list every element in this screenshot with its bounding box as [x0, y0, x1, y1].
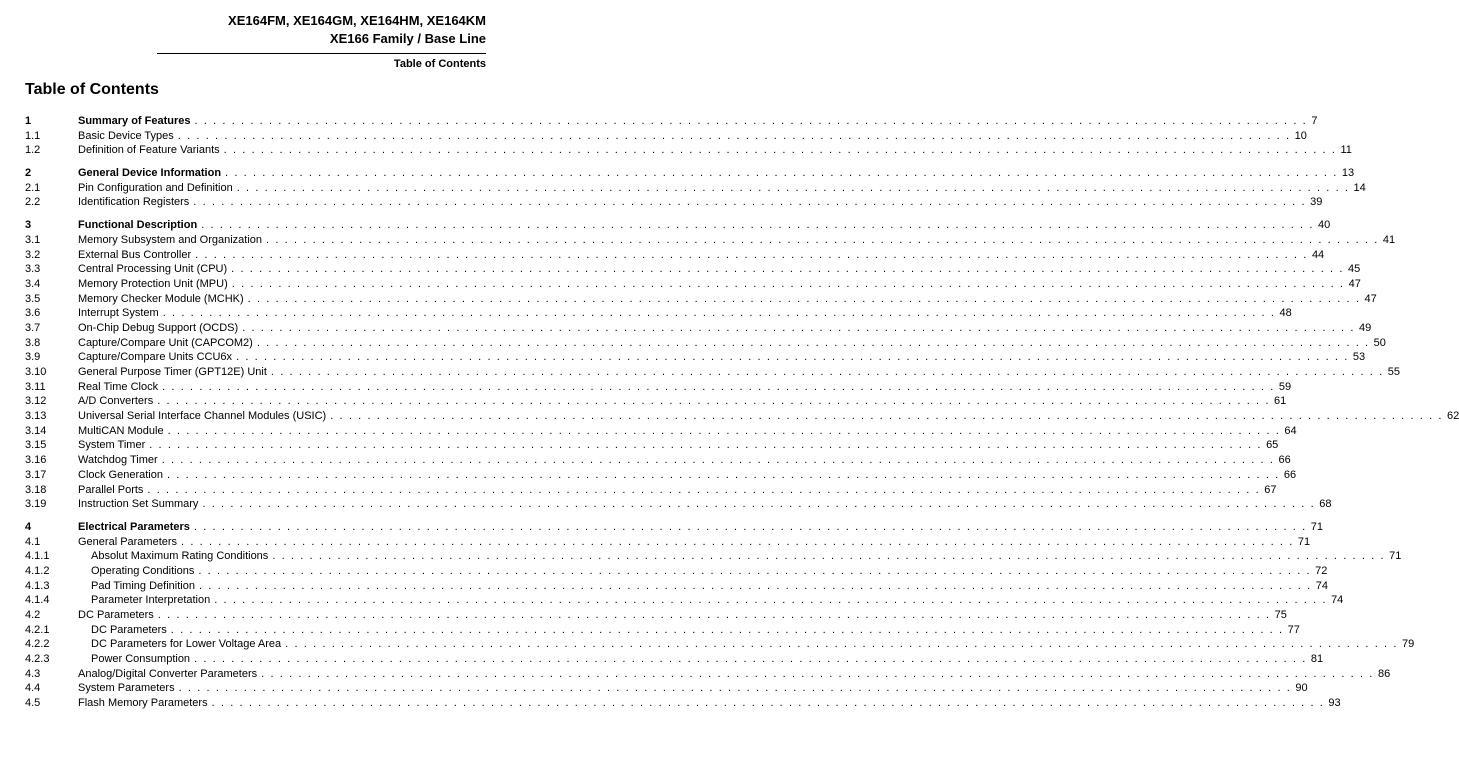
toc-dot-leader: . . . . . . . . . . . . . . . . . . . . . . . . . . . . . . . . . . . . . . . . . . . . . . . . . . . . . . . . . . . . . . . . . . . . . . . . . . . . . . . . . . . . . . . . . . . . . . . . . . . . . . . . . . . . . . . . . . . . . . . .: [167, 424, 1281, 437]
toc-entry-number: 3.6: [25, 307, 41, 320]
toc-entry-number: 4.3: [25, 667, 41, 680]
toc-entry-page: 61: [1274, 395, 1287, 408]
toc-dot-leader: . . . . . . . . . . . . . . . . . . . . . . . . . . . . . . . . . . . . . . . . . . . . . . . . . . . . . . . . . . . . . . . . . . . . . . . . . . . . . . . . . . . . . . . . . . . . . . . . . . . . . . . . . . . . . . . . . . . . . . . .: [178, 682, 1292, 695]
toc-dot-leader: . . . . . . . . . . . . . . . . . . . . . . . . . . . . . . . . . . . . . . . . . . . . . . . . . . . . . . . . . . . . . . . . . . . . . . . . . . . . . . . . . . . . . . . . . . . . . . . . . . . . . . . . . . . . . . . . . . . . . . . .: [149, 439, 1263, 452]
toc-entry-label: Memory Protection Unit (MPU): [78, 277, 228, 290]
toc-dot-leader: . . . . . . . . . . . . . . . . . . . . . . . . . . . . . . . . . . . . . . . . . . . . . . . . . . . . . . . . . . . . . . . . . . . . . . . . . . . . . . . . . . . . . . . . . . . . . . . . . . . . . . . . . . . . . . . . . . . . . . . .: [162, 380, 1275, 393]
toc-entry-number: 3.19: [25, 498, 47, 511]
toc-dot-leader: . . . . . . . . . . . . . . . . . . . . . . . . . . . . . . . . . . . . . . . . . . . . . . . . . . . . . . . . . . . . . . . . . . . . . . . . . . . . . . . . . . . . . . . . . . . . . . . . . . . . . . . . . . . . . . . . . . . . . . . .: [195, 248, 1308, 261]
toc-entry[interactable]: [25, 380, 1292, 395]
toc-entry-number: 2.2: [25, 196, 41, 209]
toc-entry-label: System Parameters: [78, 682, 175, 695]
toc-dot-leader: . . . . . . . . . . . . . . . . . . . . . . . . . . . . . . . . . . . . . . . . . . . . . . . . . . . . . . . . . . . . . . . . . . . . . . . . . . . . . . . . . . . . . . . . . . . . . . . . . . . . . . . . . . . . . . . . . . . . . . . .: [261, 667, 1374, 680]
toc-dot-leader: . . . . . . . . . . . . . . . . . . . . . . . . . . . . . . . . . . . . . . . . . . . . . . . . . . . . . . . . . . . . . . . . . . . . . . . . . . . . . . . . . . . . . . . . . . . . . . . . . . . . . . . . . . . . . . . . . . . . . . . .: [157, 609, 1271, 621]
toc-entry-label: Operating Conditions: [91, 564, 195, 577]
toc-entry-page: 86: [1377, 667, 1391, 680]
toc-dot-leader: . . . . . . . . . . . . . . . . . . . . . . . . . . . . . . . . . . . . . . . . . . . . . . . . . . . . . . . . . . . . . . . . . . . . . . . . . . . . . . . . . . . . . . . . . . . . . . . . . . . . . . . . . . . . . . . . . . . . . . . .: [247, 292, 1361, 305]
toc-entry-page: 66: [1283, 468, 1297, 481]
toc-entry-label: Memory Subsystem and Organization: [78, 233, 263, 246]
toc-entry-page: 48: [1279, 307, 1292, 320]
toc-entry[interactable]: [25, 424, 1297, 439]
toc-entry[interactable]: [25, 409, 1459, 424]
table-of-contents: [25, 114, 1459, 711]
toc-entry-label: A/D Converters: [78, 395, 154, 408]
toc-entry-page: 39: [1310, 196, 1323, 209]
toc-entry[interactable]: [25, 637, 1415, 652]
toc-entry-number: 3.1: [25, 233, 41, 246]
toc-entry-label: Flash Memory Parameters: [78, 697, 208, 710]
toc-entry[interactable]: [25, 233, 1396, 248]
toc-entry-number: 3.11: [25, 380, 46, 393]
toc-entry-number: 4.2.3: [25, 653, 50, 666]
toc-entry[interactable]: [25, 549, 1402, 564]
toc-entry-label: Parameter Interpretation: [91, 594, 211, 607]
toc-entry[interactable]: [25, 166, 1355, 181]
toc-dot-leader: . . . . . . . . . . . . . . . . . . . . . . . . . . . . . . . . . . . . . . . . . . . . . . . . . . . . . . . . . . . . . . . . . . . . . . . . . . . . . . . . . . . . . . . . . . . . . . . . . . . . . . . . . . . . . . . . . . . . . . . .: [167, 468, 1280, 481]
toc-entry[interactable]: [25, 623, 1300, 638]
product-names: XE164FM, XE164GM, XE164HM, XE164KM: [228, 13, 486, 28]
toc-entry[interactable]: [25, 143, 1352, 158]
toc-entry-label: Power Consumption: [91, 653, 191, 666]
toc-entry-label: General Purpose Timer (GPT12E) Unit: [78, 366, 267, 378]
toc-dot-leader: . . . . . . . . . . . . . . . . . . . . . . . . . . . . . . . . . . . . . . . . . . . . . . . . . . . . . . . . . . . . . . . . . . . . . . . . . . . . . . . . . . . . . . . . . . . . . . . . . . . . . . . . . . . . . . . . . . . . . . . .: [223, 144, 1337, 157]
toc-entry-number: 4.1.2: [25, 564, 50, 577]
toc-entry[interactable]: [25, 520, 1323, 535]
toc-entry-page: 10: [1294, 129, 1307, 142]
toc-entry-number: 3: [25, 219, 32, 232]
group-spacer: [25, 158, 486, 166]
toc-entry-label: General Parameters: [78, 535, 178, 548]
toc-entry[interactable]: [25, 292, 1377, 307]
toc-dot-leader: . . . . . . . . . . . . . . . . . . . . . . . . . . . . . . . . . . . . . . . . . . . . . . . . . . . . . . . . . . . . . . . . . . . . . . . . . . . . . . . . . . . . . . . . . . . . . . . . . . . . . . . . . . . . . . . . . . . . . . . .: [266, 233, 1379, 246]
toc-entry-page: 71: [1389, 550, 1402, 563]
header-divider: [157, 53, 486, 54]
section-label: Table of Contents: [393, 58, 486, 70]
toc-entry-page: 71: [1297, 535, 1311, 548]
toc-entry-label: Capture/Compare Unit (CAPCOM2): [78, 336, 253, 349]
toc-entry[interactable]: [25, 248, 1325, 263]
toc-dot-leader: . . . . . . . . . . . . . . . . . . . . . . . . . . . . . . . . . . . . . . . . . . . . . . . . . . . . . . . . . . . . . . . . . . . . . . . . . . . . . . . . . . . . . . . . . . . . . . . . . . . . . . . . . . . . . . . . . . . . . . . .: [236, 181, 1350, 194]
toc-entry-page: 64: [1284, 424, 1297, 437]
toc-entry-page: 90: [1295, 682, 1308, 695]
toc-entry-number: 3.17: [25, 468, 47, 481]
toc-entry-number: 3.10: [25, 366, 47, 378]
toc-entry-label: DC Parameters for Lower Voltage Area: [91, 638, 282, 651]
toc-entry-label: Instruction Set Summary: [78, 498, 199, 511]
toc-entry-page: 55: [1387, 366, 1400, 378]
toc-entry-number: 4.1.3: [25, 579, 50, 592]
toc-entry-page: 40: [1318, 219, 1331, 232]
toc-entry-page: 47: [1364, 292, 1377, 305]
toc-entry-label: Identification Registers: [78, 196, 190, 209]
toc-entry-number: 1.2: [25, 144, 41, 157]
toc-entry-label: DC Parameters: [78, 609, 154, 621]
toc-entry[interactable]: [25, 218, 1331, 233]
toc-entry-number: 3.12: [25, 395, 47, 408]
toc-dot-leader: . . . . . . . . . . . . . . . . . . . . . . . . . . . . . . . . . . . . . . . . . . . . . . . . . . . . . . . . . . . . . . . . . . . . . . . . . . . . . . . . . . . . . . . . . . . . . . . . . . . . . . . . . . . . . . . . . . . . . . . .: [162, 307, 1276, 320]
toc-entry-label: General Device Information: [78, 167, 222, 180]
toc-entry[interactable]: [25, 394, 1287, 409]
toc-dot-leader: . . . . . . . . . . . . . . . . . . . . . . . . . . . . . . . . . . . . . . . . . . . . . . . . . . . . . . . . . . . . . . . . . . . . . . . . . . . . . . . . . . . . . . . . . . . . . . . . . . . . . . . . . . . . . . . . . . . . . . . .: [231, 263, 1344, 276]
toc-entry[interactable]: [25, 497, 1332, 512]
toc-entry[interactable]: [25, 365, 1400, 380]
toc-entry-number: 2: [25, 167, 32, 180]
toc-entry-number: 4.5: [25, 697, 41, 710]
toc-entry-label: Functional Description: [78, 219, 198, 232]
toc-entry[interactable]: [25, 350, 1366, 365]
toc-entry-number: 3.13: [25, 410, 47, 423]
toc-entry-page: 45: [1347, 263, 1361, 276]
toc-entry-label: Interrupt System: [78, 307, 159, 320]
toc-entry-page: 11: [1340, 144, 1352, 157]
toc-entry-number: 3.15: [25, 439, 47, 452]
toc-entry[interactable]: [25, 438, 1279, 453]
toc-entry-page: 49: [1359, 321, 1372, 334]
toc-entry[interactable]: [25, 652, 1324, 667]
toc-dot-leader: . . . . . . . . . . . . . . . . . . . . . . . . . . . . . . . . . . . . . . . . . . . . . . . . . . . . . . . . . . . . . . . . . . . . . . . . . . . . . . . . . . . . . . . . . . . . . . . . . . . . . . . . . . . . . . . . . . . . . . . .: [225, 167, 1338, 180]
toc-entry-number: 3.14: [25, 424, 47, 437]
toc-entry[interactable]: [25, 579, 1329, 594]
toc-entry-label: Capture/Compare Units CCU6x: [78, 351, 233, 364]
toc-entry-page: 93: [1328, 697, 1341, 710]
toc-dot-leader: . . . . . . . . . . . . . . . . . . . . . . . . . . . . . . . . . . . . . . . . . . . . . . . . . . . . . . . . . . . . . . . . . . . . . . . . . . . . . . . . . . . . . . . . . . . . . . . . . . . . . . . . . . . . . . . . . . . . . . . .: [194, 115, 1308, 127]
toc-entry-number: 4.2.2: [25, 638, 50, 651]
toc-dot-leader: . . . . . . . . . . . . . . . . . . . . . . . . . . . . . . . . . . . . . . . . . . . . . . . . . . . . . . . . . . . . . . . . . . . . . . . . . . . . . . . . . . . . . . . . . . . . . . . . . . . . . . . . . . . . . . . . . . . . . . . .: [242, 321, 1356, 334]
page-title: Table of Contents: [25, 81, 159, 98]
toc-dot-leader: . . . . . . . . . . . . . . . . . . . . . . . . . . . . . . . . . . . . . . . . . . . . . . . . . . . . . . . . . . . . . . . . . . . . . . . . . . . . . . . . . . . . . . . . . . . . . . . . . . . . . . . . . . . . . . . . . . . . . . . .: [236, 351, 1349, 364]
toc-entry-number: 4.2.1: [25, 623, 50, 636]
toc-entry-number: 3.7: [25, 321, 41, 334]
toc-dot-leader: . . . . . . . . . . . . . . . . . . . . . . . . . . . . . . . . . . . . . . . . . . . . . . . . . . . . . . . . . . . . . . . . . . . . . . . . . . . . . . . . . . . . . . . . . . . . . . . . . . . . . . . . . . . . . . . . . . . . . . . .: [170, 623, 1284, 636]
toc-entry-label: External Bus Controller: [78, 248, 192, 261]
toc-entry-label: Memory Checker Module (MCHK): [78, 292, 244, 305]
toc-entry-label: Clock Generation: [78, 468, 163, 481]
toc-entry[interactable]: [25, 195, 1323, 210]
toc-entry-label: DC Parameters: [91, 623, 167, 636]
toc-entry[interactable]: [25, 453, 1291, 468]
toc-entry-number: 3.8: [25, 336, 41, 349]
toc-entry[interactable]: [25, 181, 1366, 196]
toc-dot-leader: . . . . . . . . . . . . . . . . . . . . . . . . . . . . . . . . . . . . . . . . . . . . . . . . . . . . . . . . . . . . . . . . . . . . . . . . . . . . . . . . . . . . . . . . . . . . . . . . . . . . . . . . . . . . . . . . . . . . . . . .: [193, 520, 1307, 533]
toc-dot-leader: . . . . . . . . . . . . . . . . . . . . . . . . . . . . . . . . . . . . . . . . . . . . . . . . . . . . . . . . . . . . . . . . . . . . . . . . . . . . . . . . . . . . . . . . . . . . . . . . . . . . . . . . . . . . . . . . . . . . . . . .: [177, 129, 1291, 142]
toc-dot-leader: . . . . . . . . . . . . . . . . . . . . . . . . . . . . . . . . . . . . . . . . . . . . . . . . . . . . . . . . . . . . . . . . . . . . . . . . . . . . . . . . . . . . . . . . . . . . . . . . . . . . . . . . . . . . . . . . . . . . . . . .: [202, 498, 1316, 511]
toc-dot-leader: . . . . . . . . . . . . . . . . . . . . . . . . . . . . . . . . . . . . . . . . . . . . . . . . . . . . . . . . . . . . . . . . . . . . . . . . . . . . . . . . . . . . . . . . . . . . . . . . . . . . . . . . . . . . . . . . . . . . . . . .: [285, 638, 1398, 651]
toc-entry[interactable]: [25, 306, 1292, 321]
toc-entry[interactable]: [25, 336, 1386, 351]
toc-entry-page: 79: [1401, 638, 1415, 651]
toc-entry-number: 3.5: [25, 292, 41, 305]
toc-entry-number: 2.1: [25, 181, 41, 194]
toc-dot-leader: . . . . . . . . . . . . . . . . . . . . . . . . . . . . . . . . . . . . . . . . . . . . . . . . . . . . . . . . . . . . . . . . . . . . . . . . . . . . . . . . . . . . . . . . . . . . . . . . . . . . . . . . . . . . . . . . . . . . . . . .: [161, 454, 1275, 467]
toc-entry-label: Pin Configuration and Definition: [78, 181, 233, 194]
toc-entry-page: 7: [1311, 115, 1318, 127]
toc-entry-number: 3.18: [25, 483, 47, 496]
toc-entry-number: 4.1.1: [25, 550, 50, 563]
group-spacer: [25, 512, 486, 520]
toc-entry-label: Real Time Clock: [78, 380, 159, 393]
toc-entry-number: 3.4: [25, 277, 41, 290]
toc-dot-leader: . . . . . . . . . . . . . . . . . . . . . . . . . . . . . . . . . . . . . . . . . . . . . . . . . . . . . . . . . . . . . . . . . . . . . . . . . . . . . . . . . . . . . . . . . . . . . . . . . . . . . . . . . . . . . . . . . . . . . . . .: [214, 594, 1328, 607]
toc-entry[interactable]: [25, 468, 1297, 483]
toc-entry-label: MultiCAN Module: [78, 424, 164, 437]
toc-entry-page: 71: [1310, 520, 1323, 533]
toc-entry[interactable]: [25, 321, 1372, 336]
toc-entry-page: 77: [1287, 623, 1300, 636]
toc-dot-leader: . . . . . . . . . . . . . . . . . . . . . . . . . . . . . . . . . . . . . . . . . . . . . . . . . . . . . . . . . . . . . . . . . . . . . . . . . . . . . . . . . . . . . . . . . . . . . . . . . . . . . . . . . . . . . . . . . . . . . . . .: [272, 550, 1386, 563]
document-header: [228, 12, 486, 48]
toc-entry-label: On-Chip Debug Support (OCDS): [78, 321, 239, 334]
toc-entry-label: Absolut Maximum Rating Conditions: [91, 550, 269, 563]
toc-entry[interactable]: [25, 696, 1341, 711]
toc-entry-number: 4: [25, 520, 32, 533]
toc-entry-label: Watchdog Timer: [78, 454, 158, 467]
toc-entry[interactable]: [25, 564, 1328, 579]
toc-entry-number: 3.16: [25, 454, 47, 467]
toc-entry-label: System Timer: [78, 439, 146, 452]
toc-dot-leader: . . . . . . . . . . . . . . . . . . . . . . . . . . . . . . . . . . . . . . . . . . . . . . . . . . . . . . . . . . . . . . . . . . . . . . . . . . . . . . . . . . . . . . . . . . . . . . . . . . . . . . . . . . . . . . . . . . . . . . . .: [270, 366, 1384, 378]
toc-entry[interactable]: [25, 535, 1311, 550]
group-spacer: [25, 210, 486, 218]
toc-entry-number: 3.2: [25, 248, 41, 261]
toc-entry-page: 59: [1278, 380, 1292, 393]
toc-entry-number: 1: [25, 115, 32, 127]
toc-dot-leader: . . . . . . . . . . . . . . . . . . . . . . . . . . . . . . . . . . . . . . . . . . . . . . . . . . . . . . . . . . . . . . . . . . . . . . . . . . . . . . . . . . . . . . . . . . . . . . . . . . . . . . . . . . . . . . . . . . . . . . . .: [193, 196, 1307, 209]
product-family: XE166 Family / Base Line: [329, 31, 486, 46]
toc-dot-leader: . . . . . . . . . . . . . . . . . . . . . . . . . . . . . . . . . . . . . . . . . . . . . . . . . . . . . . . . . . . . . . . . . . . . . . . . . . . . . . . . . . . . . . . . . . . . . . . . . . . . . . . . . . . . . . . . . . . . . . . .: [194, 653, 1307, 666]
toc-entry[interactable]: [25, 114, 1318, 129]
toc-entry-page: 67: [1264, 483, 1277, 496]
toc-entry[interactable]: [25, 277, 1361, 292]
toc-entry-label: Basic Device Types: [78, 129, 174, 142]
toc-entry[interactable]: [25, 608, 1287, 623]
toc-entry-page: 14: [1353, 181, 1366, 194]
toc-entry[interactable]: [25, 667, 1391, 682]
toc-entry-page: 62: [1447, 410, 1459, 423]
toc-dot-leader: . . . . . . . . . . . . . . . . . . . . . . . . . . . . . . . . . . . . . . . . . . . . . . . . . . . . . . . . . . . . . . . . . . . . . . . . . . . . . . . . . . . . . . . . . . . . . . . . . . . . . . . . . . . . . . . . . . . . . . . .: [330, 410, 1444, 423]
toc-dot-leader: . . . . . . . . . . . . . . . . . . . . . . . . . . . . . . . . . . . . . . . . . . . . . . . . . . . . . . . . . . . . . . . . . . . . . . . . . . . . . . . . . . . . . . . . . . . . . . . . . . . . . . . . . . . . . . . . . . . . . . . .: [198, 564, 1312, 577]
toc-entry-number: 3.3: [25, 263, 41, 276]
toc-entry-page: 53: [1352, 351, 1366, 364]
toc-entry-page: 72: [1315, 564, 1328, 577]
toc-entry-number: 3.9: [25, 351, 41, 364]
toc-entry-label: Universal Serial Interface Channel Modules (USIC): [78, 410, 327, 423]
toc-entry-number: 4.1.4: [25, 594, 50, 607]
toc-entry-page: 47: [1348, 277, 1361, 290]
toc-entry-number: 4.4: [25, 682, 41, 695]
toc-entry-label: Analog/Digital Converter Parameters: [78, 667, 258, 680]
toc-entry-label: Electrical Parameters: [78, 520, 190, 533]
toc-entry-number: 4.2: [25, 609, 41, 621]
toc-dot-leader: . . . . . . . . . . . . . . . . . . . . . . . . . . . . . . . . . . . . . . . . . . . . . . . . . . . . . . . . . . . . . . . . . . . . . . . . . . . . . . . . . . . . . . . . . . . . . . . . . . . . . . . . . . . . . . . . . . . . . . . .: [231, 277, 1345, 290]
toc-dot-leader: . . . . . . . . . . . . . . . . . . . . . . . . . . . . . . . . . . . . . . . . . . . . . . . . . . . . . . . . . . . . . . . . . . . . . . . . . . . . . . . . . . . . . . . . . . . . . . . . . . . . . . . . . . . . . . . . . . . . . . . .: [157, 395, 1271, 408]
toc-entry-label: Definition of Feature Variants: [78, 144, 220, 157]
toc-dot-leader: . . . . . . . . . . . . . . . . . . . . . . . . . . . . . . . . . . . . . . . . . . . . . . . . . . . . . . . . . . . . . . . . . . . . . . . . . . . . . . . . . . . . . . . . . . . . . . . . . . . . . . . . . . . . . . . . . . . . . . . .: [256, 336, 1370, 349]
toc-entry-page: 44: [1311, 248, 1325, 261]
toc-entry-label: Parallel Ports: [78, 483, 144, 496]
toc-entry[interactable]: [25, 129, 1307, 144]
toc-entry-number: 4.1: [25, 535, 41, 548]
toc-entry-page: 13: [1341, 167, 1355, 180]
toc-entry-label: Summary of Features: [78, 115, 191, 127]
toc-dot-leader: . . . . . . . . . . . . . . . . . . . . . . . . . . . . . . . . . . . . . . . . . . . . . . . . . . . . . . . . . . . . . . . . . . . . . . . . . . . . . . . . . . . . . . . . . . . . . . . . . . . . . . . . . . . . . . . . . . . . . . . .: [198, 579, 1312, 592]
toc-entry-page: 74: [1315, 579, 1329, 592]
toc-entry-number: 1.1: [25, 129, 41, 142]
toc-dot-leader: . . . . . . . . . . . . . . . . . . . . . . . . . . . . . . . . . . . . . . . . . . . . . . . . . . . . . . . . . . . . . . . . . . . . . . . . . . . . . . . . . . . . . . . . . . . . . . . . . . . . . . . . . . . . . . . . . . . . . . . .: [147, 483, 1261, 496]
toc-entry-page: 75: [1274, 609, 1287, 621]
toc-entry-page: 68: [1319, 498, 1332, 511]
toc-entry-page: 41: [1382, 233, 1396, 246]
toc-entry[interactable]: [25, 262, 1361, 277]
toc-entry-page: 74: [1331, 594, 1344, 607]
toc-dot-leader: . . . . . . . . . . . . . . . . . . . . . . . . . . . . . . . . . . . . . . . . . . . . . . . . . . . . . . . . . . . . . . . . . . . . . . . . . . . . . . . . . . . . . . . . . . . . . . . . . . . . . . . . . . . . . . . . . . . . . . . .: [211, 697, 1325, 710]
toc-entry-page: 66: [1278, 454, 1291, 467]
toc-dot-leader: . . . . . . . . . . . . . . . . . . . . . . . . . . . . . . . . . . . . . . . . . . . . . . . . . . . . . . . . . . . . . . . . . . . . . . . . . . . . . . . . . . . . . . . . . . . . . . . . . . . . . . . . . . . . . . . . . . . . . . . .: [181, 535, 1294, 548]
toc-entry[interactable]: [25, 483, 1277, 498]
toc-entry-page: 81: [1310, 653, 1324, 666]
toc-entry-page: 65: [1266, 439, 1279, 452]
toc-dot-leader: . . . . . . . . . . . . . . . . . . . . . . . . . . . . . . . . . . . . . . . . . . . . . . . . . . . . . . . . . . . . . . . . . . . . . . . . . . . . . . . . . . . . . . . . . . . . . . . . . . . . . . . . . . . . . . . . . . . . . . . .: [201, 219, 1315, 232]
toc-entry-page: 50: [1373, 336, 1386, 349]
toc-entry[interactable]: [25, 593, 1344, 608]
toc-entry-label: Pad Timing Definition: [91, 579, 195, 592]
toc-entry-label: Central Processing Unit (CPU): [78, 263, 228, 276]
toc-entry[interactable]: [25, 681, 1308, 696]
